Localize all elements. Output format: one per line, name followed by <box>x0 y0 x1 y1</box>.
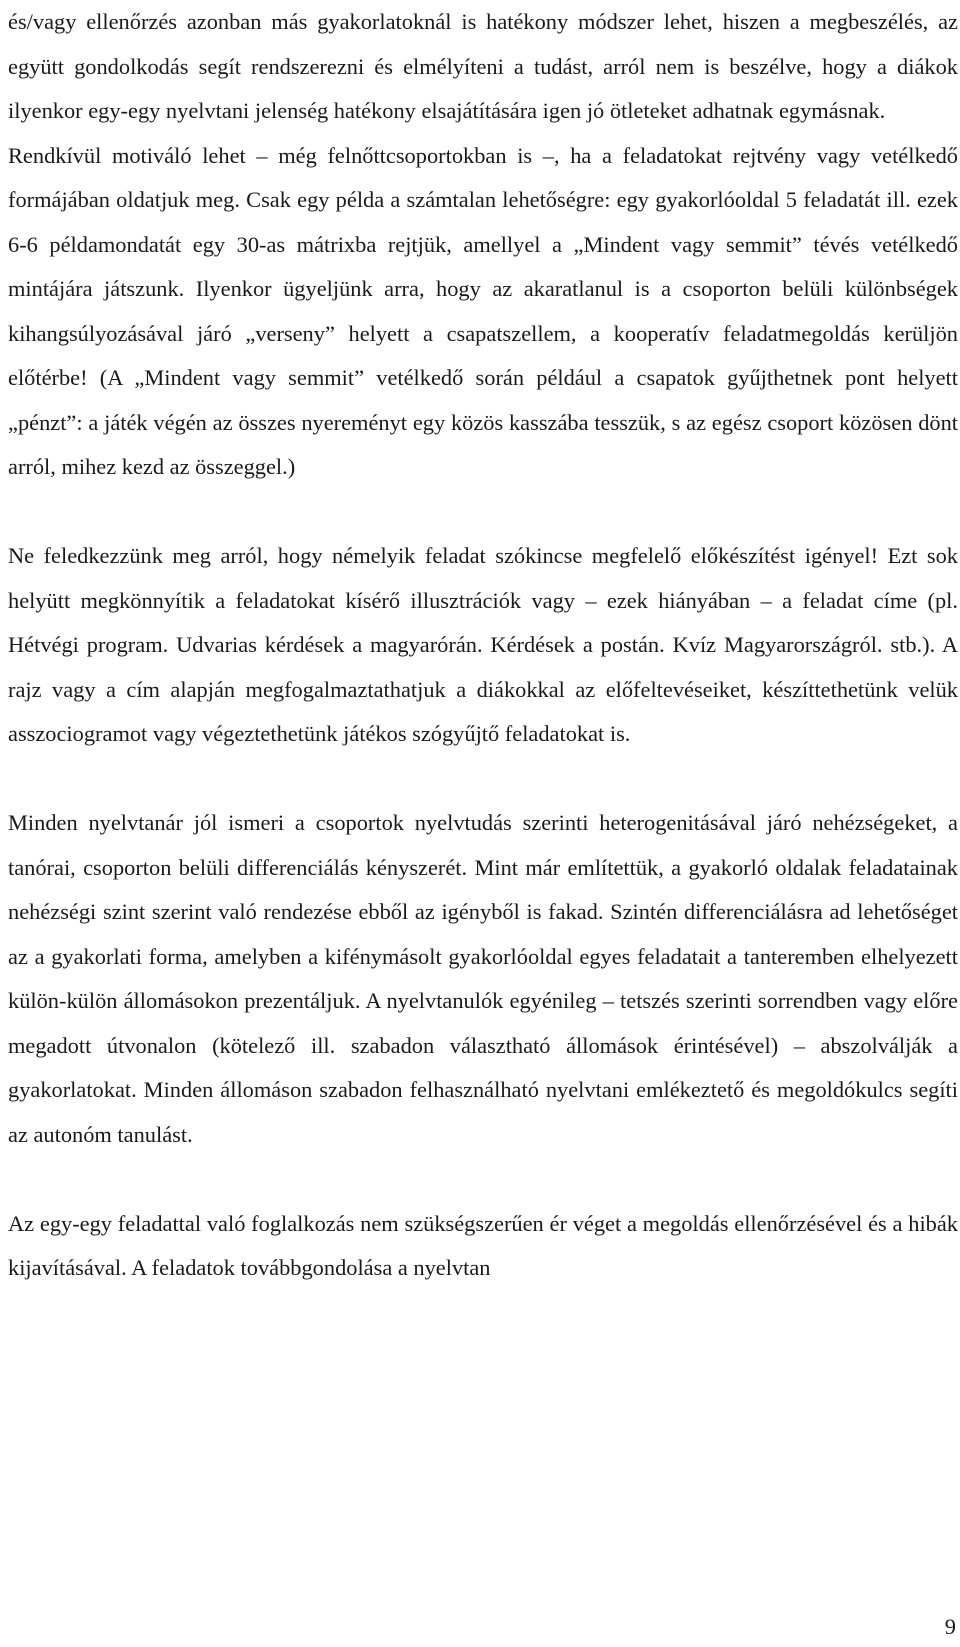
paragraph-motivation: Rendkívül motiváló lehet – még felnőttcsoportokban is –, ha a feladatokat rejtvény vagy vetélkedő formájában oldatjuk meg. Csak egy példa a számtalan lehetőségre: egy gyakorlóoldal 5 feladatát ill. ezek 6-6 példamondatát egy 30-as mátrixba rejtjük, amellyel a „Mindent vagy semmit” tévés vetélkedő mintájára játszunk. Ilyenkor ügyeljünk arra, hogy az akaratlanul is a csoporton belüli különbségek kihangsúlyozásával járó „verseny” helyett a csapatszellem, a kooperatív feladatmegoldás kerüljön előtérbe! (A „Mindent vagy semmit” vetélkedő során például a csapatok gyűjthetnek pont helyett „pénzt”: a játék végén az összes nyereményt egy közös kasszába tesszük, s az egész csoport közösen dönt arról, mihez kezd az összeggel.) <box>8 142 958 479</box>
paragraph-vocabulary: Ne feledkezzünk meg arról, hogy némelyik feladat szókincse megfelelő előkészítést igényel! Ezt sok helyütt megkönnyítik a feladatokat kísérő illusztrációk vagy – ezek hiányában – a feladat címe (pl. Hétvégi program. Udvarias kérdések a magyarórán. Kérdések a postán. Kvíz Magyarországról. stb.). A rajz vagy a cím alapján megfogalmaztathatjuk a diákokkal az előfeltevéseiket, készíttethetünk velük asszociogramot vagy végeztethetünk játékos szógyűjtő feladatokat is. <box>8 543 958 746</box>
document-page <box>8 0 958 1291</box>
page-number: 9 <box>944 1614 956 1639</box>
paragraph-differentiation: Minden nyelvtanár jól ismeri a csoportok nyelvtudás szerinti heterogenitásával járó nehézségeket, a tanórai, csoporton belüli differenciálás kényszerét. Mint már említettük, a gyakorló oldalak feladatainak nehézségi szint szerint való rendezése ebből az igényből is fakad. Szintén differenciálásra ad lehetőséget az a gyakorlati forma, amelyben a kifénymásolt gyakorlóoldal egyes feladatait a tanteremben elhelyezett külön-külön állomásokon prezentáljuk. A nyelvtanulók egyénileg – tetszés szerinti sorrendben vagy előre megadott útvonalon (kötelező ill. szabadon választható állomások érintésével) – abszolválják a gyakorlatokat. Minden állomáson szabadon felhasználható nyelvtani emlékeztető és megoldókulcs segíti az autonóm tanulást. <box>8 810 958 1147</box>
paragraph-follow-up: Az egy-egy feladattal való foglalkozás nem szükségszerűen ér véget a megoldás ellenőrzésével és a hibák kijavításával. A feladatok továbbgondolása a nyelvtan <box>8 1210 958 1280</box>
paragraph-discussion: és/vagy ellenőrzés azonban más gyakorlatoknál is hatékony módszer lehet, hiszen a megbeszélés, az együtt gondolkodás segít rendszerezni és elmélyíteni a tudást, arról nem is beszélve, hogy a diákok ilyenkor egy-egy nyelvtani jelenség hatékony elsajátítására igen jó ötleteket adhatnak egymásnak. <box>8 9 958 123</box>
